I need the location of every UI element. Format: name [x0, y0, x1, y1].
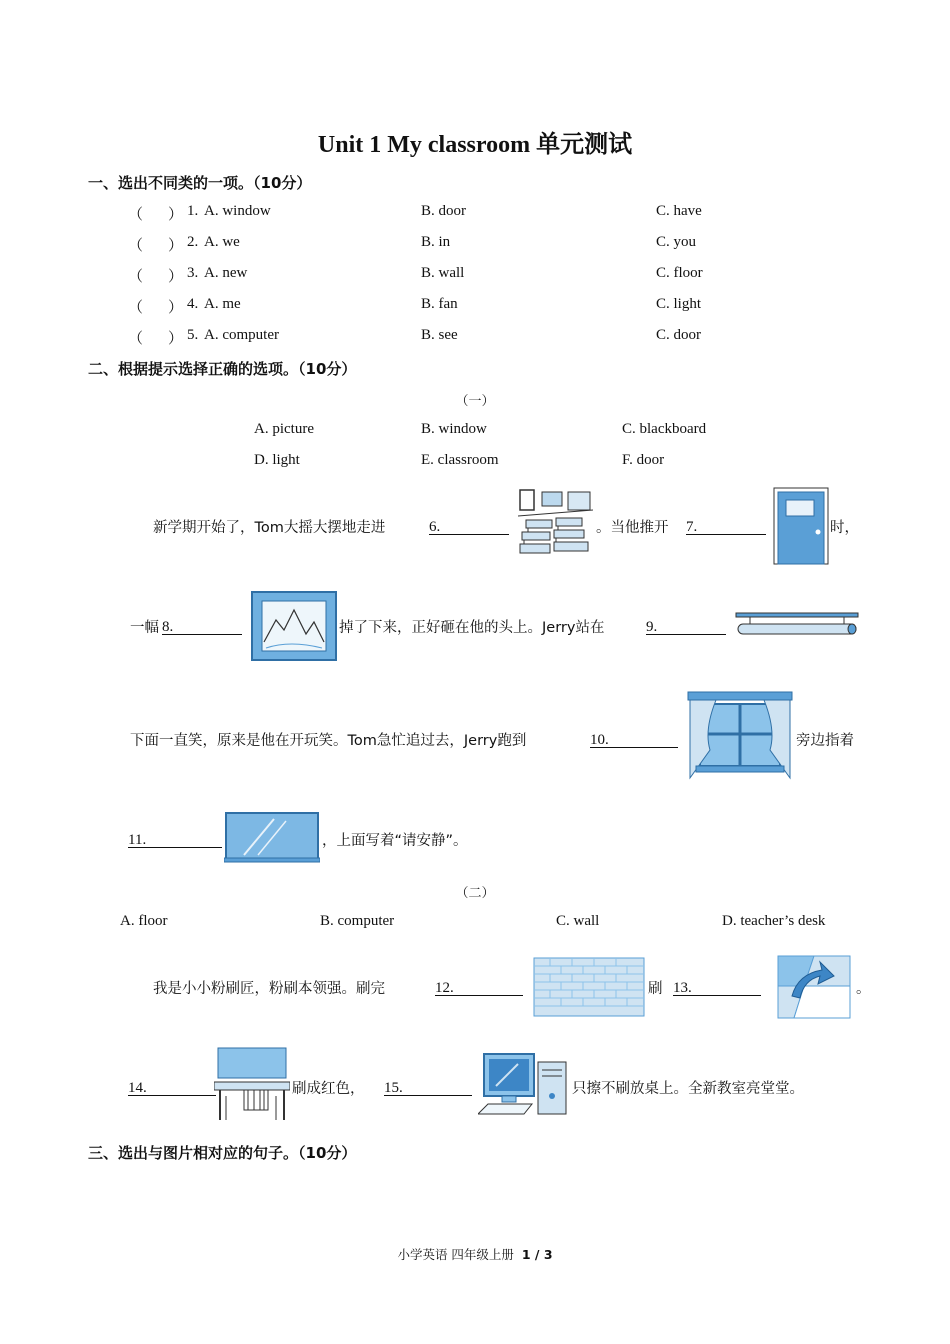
answer-paren-close: ） — [168, 207, 184, 223]
answer-paren-close: ） — [168, 331, 184, 347]
blank-13[interactable] — [673, 977, 761, 996]
choice-c: C. floor — [656, 265, 703, 281]
choice-b: B. door — [421, 203, 466, 219]
choice-a: A. new — [204, 265, 248, 281]
blank-12-number: 12. — [435, 980, 454, 996]
story-sentence-1a: 新学期开始了，Tom大摇大摆地走进 — [153, 520, 386, 536]
answer-paren-open: （ — [128, 238, 144, 254]
answer-paren-open: （ — [128, 300, 144, 316]
blank-10-number: 10. — [590, 732, 609, 748]
answer-slot[interactable] — [142, 234, 170, 252]
section-2-heading: 二、根据提示选择正确的选项。（10分） — [88, 360, 357, 378]
blank-7-number: 7. — [686, 519, 698, 535]
blank-15[interactable] — [384, 1077, 472, 1096]
computer-picture — [478, 1052, 570, 1118]
window-picture — [686, 690, 794, 782]
answer-paren-close: ） — [168, 300, 184, 316]
page-footer — [0, 1245, 950, 1263]
option-b: B. window — [421, 421, 487, 437]
story-sentence-4: ，上面写着“请安静”。 — [322, 833, 468, 849]
choice-a: A. we — [204, 234, 240, 250]
option-a: A. picture — [254, 421, 314, 437]
choice-a: A. computer — [204, 327, 279, 343]
choice-a: A. me — [204, 296, 241, 312]
teachers-desk-picture — [214, 1046, 290, 1122]
choice-c: C. door — [656, 327, 701, 343]
choice-b: B. wall — [421, 265, 465, 281]
option-d: D. light — [254, 452, 300, 468]
choice-a: A. window — [204, 203, 271, 219]
floor-picture — [774, 952, 854, 1022]
page-number: 1 / 3 — [521, 1247, 553, 1262]
blank-9[interactable] — [646, 616, 726, 635]
blank-15-number: 15. — [384, 1080, 403, 1096]
answer-slot[interactable] — [142, 203, 170, 221]
option-2b: B. computer — [320, 913, 395, 929]
blank-13-number: 13. — [673, 980, 692, 996]
answer-paren-open: （ — [128, 331, 144, 347]
answer-paren-close: ） — [168, 269, 184, 285]
blank-10[interactable] — [590, 729, 678, 748]
section-1-heading: 一、选出不同类的一项。（10分） — [88, 174, 312, 192]
option-2d: D. teacher’s desk — [722, 913, 826, 929]
blank-14[interactable] — [128, 1077, 216, 1096]
part-2-label: （二） — [455, 886, 495, 901]
story-sentence-5a: 我是小小粉刷匠，粉刷本领强。刷完 — [153, 981, 385, 997]
question-number: 2. — [187, 234, 199, 250]
choice-b: B. see — [421, 327, 458, 343]
blackboard-picture — [224, 811, 320, 863]
story-sentence-5c: 。 — [856, 981, 871, 997]
blank-11[interactable] — [128, 829, 222, 848]
answer-slot[interactable] — [142, 296, 170, 314]
wall-picture — [532, 956, 646, 1018]
page-title: Unit 1 My classroom 单元测试 — [317, 132, 633, 158]
option-e: E. classroom — [421, 452, 499, 468]
option-f: F. door — [622, 452, 665, 468]
story-sentence-2b: 掉了下来，正好砸在他的头上。Jerry站在 — [339, 620, 605, 636]
blank-11-number: 11. — [128, 832, 147, 848]
question-number: 5. — [187, 327, 199, 343]
answer-slot[interactable] — [142, 327, 170, 345]
choice-b: B. in — [421, 234, 451, 250]
story-sentence-5b: 刷 — [648, 981, 663, 997]
light-picture — [734, 610, 864, 638]
story-sentence-1c: 时， — [830, 520, 859, 536]
answer-paren-open: （ — [128, 269, 144, 285]
story-sentence-2a: 一幅 — [130, 620, 159, 636]
question-number: 3. — [187, 265, 199, 281]
option-c: C. blackboard — [622, 421, 707, 437]
part-1-label: （一） — [455, 394, 495, 409]
blank-14-number: 14. — [128, 1080, 147, 1096]
classroom-picture — [518, 488, 593, 560]
story-sentence-3a: 下面一直笑，原来是他在开玩笑。Tom急忙追过去，Jerry跑到 — [130, 733, 527, 749]
blank-6-number: 6. — [429, 519, 441, 535]
blank-9-number: 9. — [646, 619, 658, 635]
answer-paren-close: ） — [168, 238, 184, 254]
option-2a: A. floor — [120, 913, 168, 929]
story-sentence-3b: 旁边指着 — [796, 733, 854, 749]
blank-6[interactable] — [429, 516, 509, 535]
footer-text: 小学英语 四年级上册 — [397, 1247, 514, 1262]
choice-c: C. have — [656, 203, 702, 219]
story-sentence-1b: 。当他推开 — [596, 520, 669, 536]
answer-paren-open: （ — [128, 207, 144, 223]
story-sentence-6a: 刷成红色， — [292, 1081, 365, 1097]
choice-b: B. fan — [421, 296, 458, 312]
option-2c: C. wall — [556, 913, 600, 929]
picture-frame-image — [250, 590, 338, 662]
story-sentence-6b: 只擦不刷放桌上。全新教室亮堂堂。 — [572, 1081, 804, 1097]
blank-8-number: 8. — [162, 619, 174, 635]
choice-c: C. you — [656, 234, 697, 250]
question-number: 1. — [187, 203, 199, 219]
blank-8[interactable] — [162, 616, 242, 635]
answer-slot[interactable] — [142, 265, 170, 283]
question-number: 4. — [187, 296, 199, 312]
section-3-heading: 三、选出与图片相对应的句子。（10分） — [88, 1144, 357, 1162]
choice-c: C. light — [656, 296, 702, 312]
blank-12[interactable] — [435, 977, 523, 996]
blank-7[interactable] — [686, 516, 766, 535]
door-picture — [772, 486, 830, 566]
